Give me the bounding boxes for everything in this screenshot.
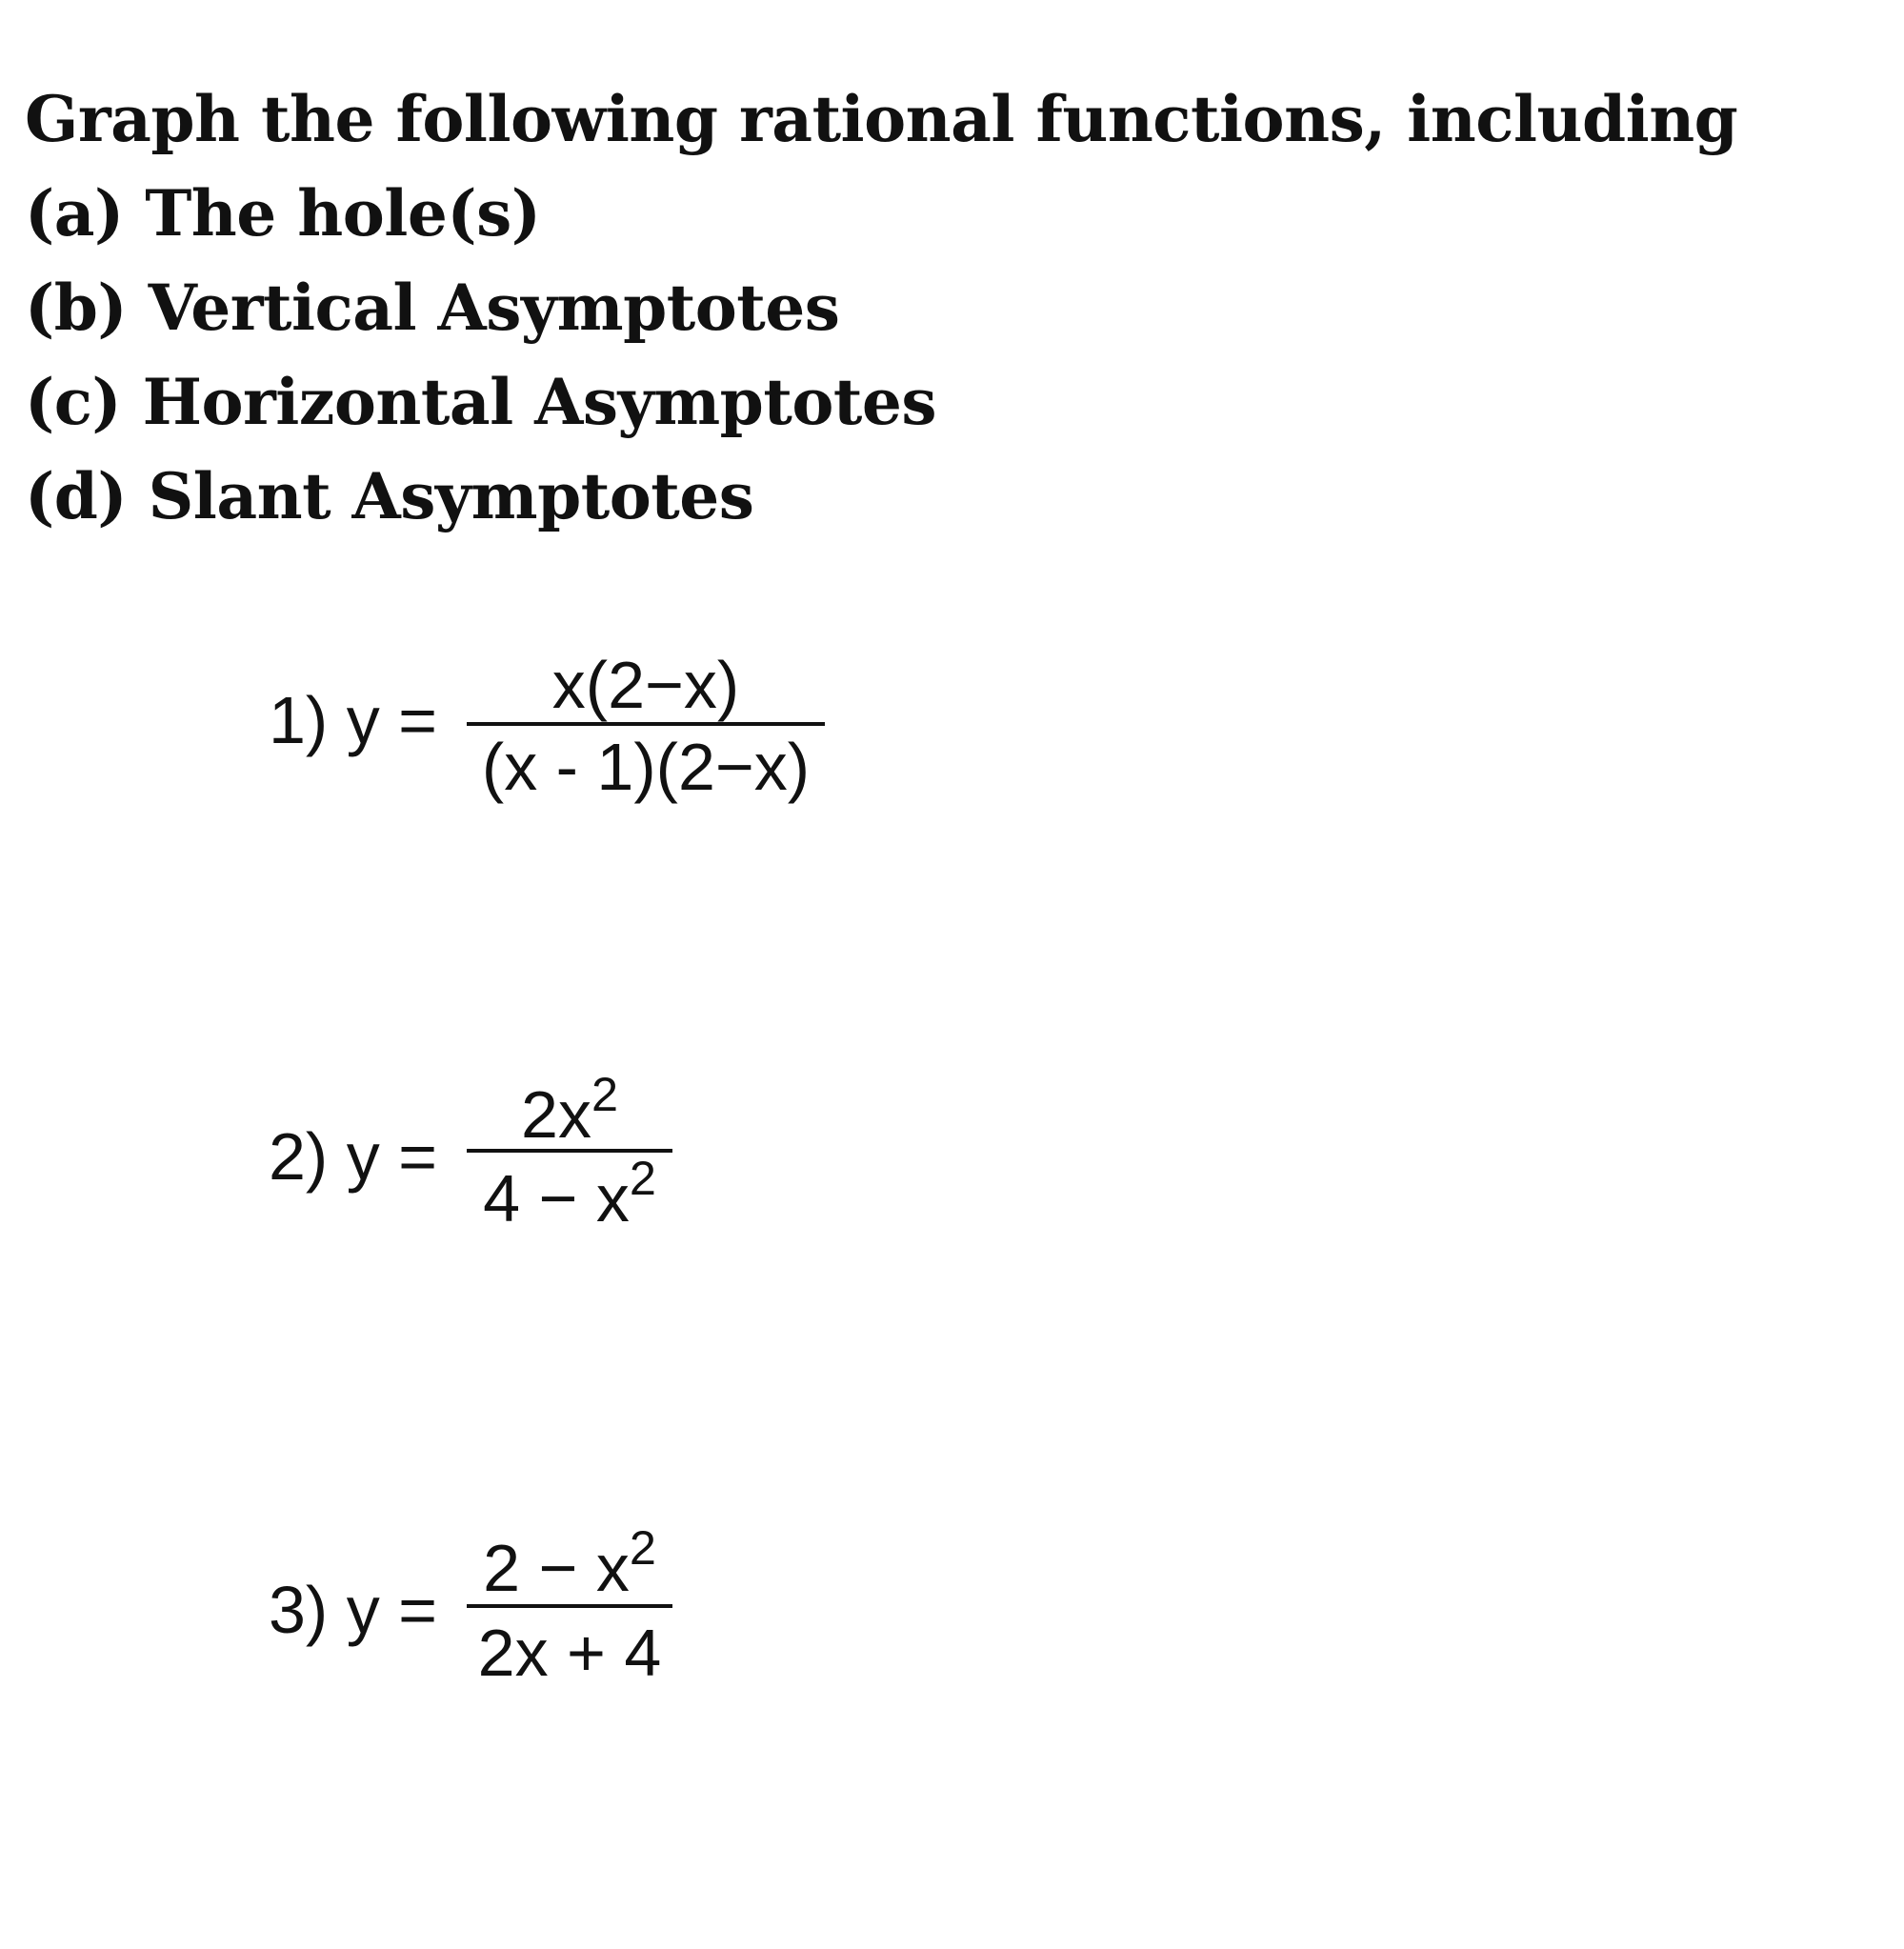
- problem-2-denominator-exponent: 2: [629, 1151, 656, 1206]
- instructions-heading: Graph the following rational functions, including: [25, 82, 1738, 156]
- problem-3-numerator-base: 2 − x: [483, 1531, 630, 1605]
- problem-3-numerator-exponent: 2: [629, 1520, 656, 1576]
- item-horizontal-asymptotes: (c) Horizontal Asymptotes: [25, 365, 936, 439]
- problem-2-numerator-exponent: 2: [591, 1067, 618, 1122]
- problem-1-numerator: x(2−x): [551, 648, 740, 722]
- problem-2-denominator: [467, 1153, 672, 1244]
- instructions: [25, 72, 1737, 544]
- problem-2-denominator-base: 4 − x: [483, 1161, 630, 1236]
- item-vertical-asymptotes: (b) Vertical Asymptotes: [25, 271, 840, 345]
- problem-2-label: 2) y =: [269, 1119, 438, 1194]
- problem-2-numerator-base: 2x: [521, 1077, 591, 1152]
- problem-2-numerator: [467, 1065, 672, 1152]
- item-slant-asymptotes: (d) Slant Asymptotes: [25, 459, 754, 533]
- problem-3-fraction: [467, 1518, 672, 1698]
- problem-3-denominator: 2x + 4: [477, 1616, 662, 1690]
- problem-3-numerator: [467, 1518, 672, 1604]
- problem-2-fraction: [467, 1065, 672, 1244]
- problem-1-denominator: (x - 1)(2−x): [481, 730, 811, 804]
- problem-1-fraction: [467, 648, 825, 808]
- problem-1-label: 1) y =: [269, 683, 438, 757]
- item-hole: (a) The hole(s): [25, 176, 541, 251]
- problem-3-label: 3) y =: [269, 1573, 438, 1647]
